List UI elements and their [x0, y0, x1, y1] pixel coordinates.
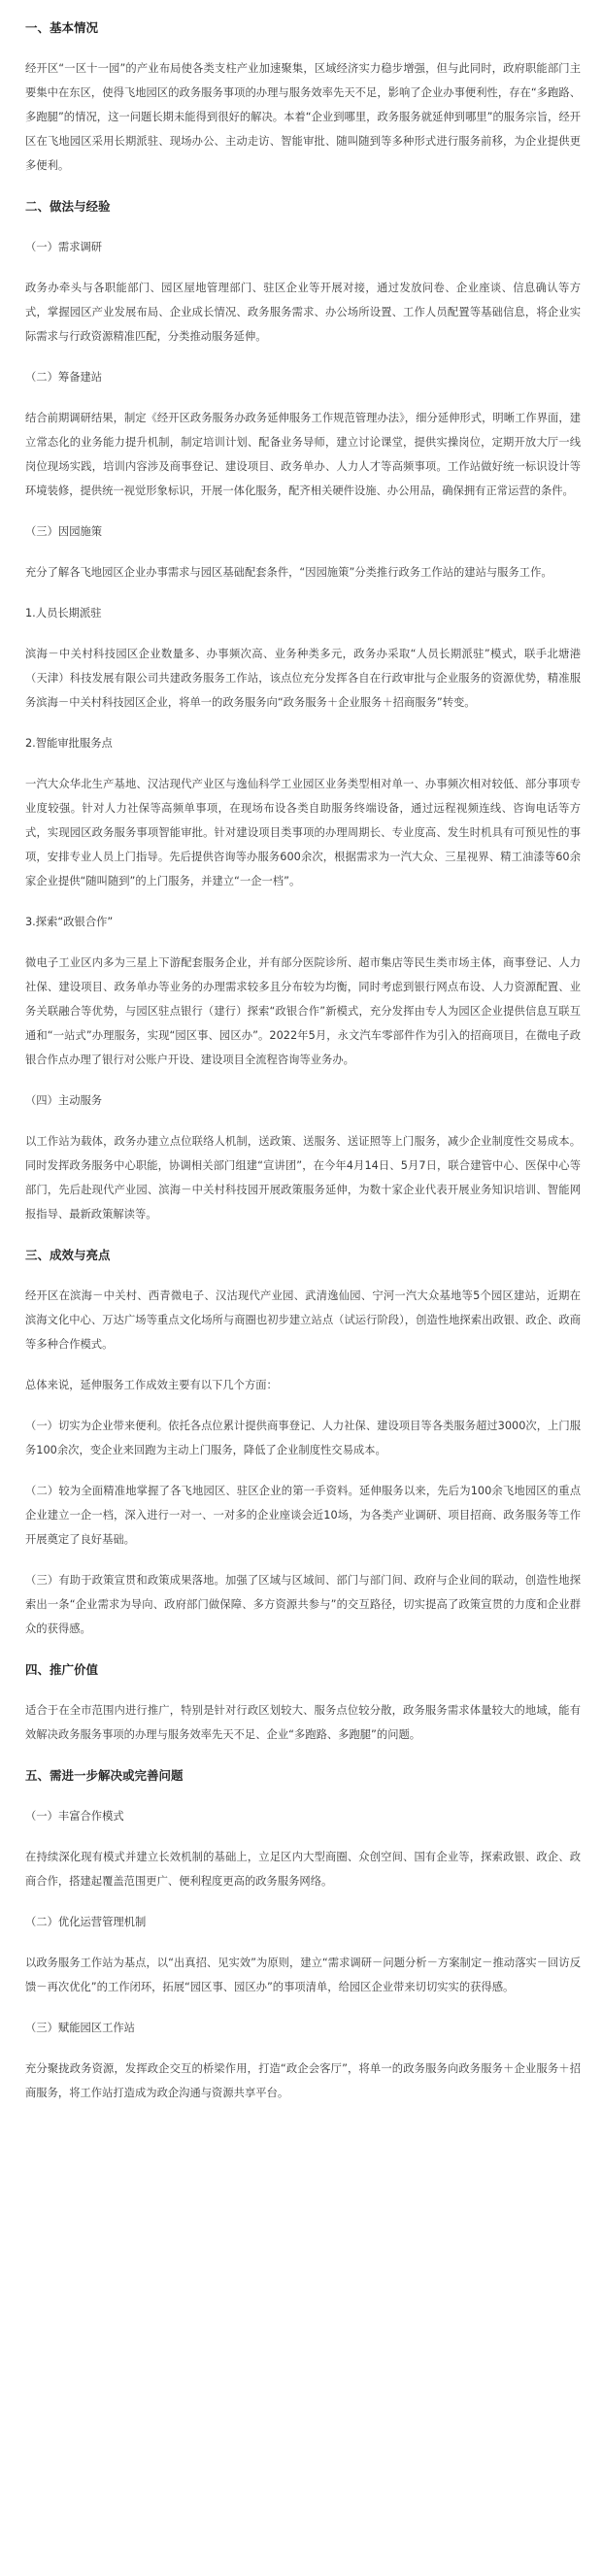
subheading-operation-mechanism: （二）优化运营管理机制: [25, 1916, 147, 1928]
subheading-demand-research: （一）需求调研: [25, 241, 103, 253]
subheading-long-term-staff: 1.人员长期派驻: [25, 607, 102, 619]
paragraph-results-summary: 总体来说，延伸服务工作成效主要有以下几个方面：: [25, 1379, 278, 1391]
paragraph-smart-approval: 一汽大众华北生产基地、汉沽现代产业区与逸仙科学工业园区业务类型相对单一、办事频次相对较低、部分事项专业度较强。针对人力社保等高频单事项，在现场布设各类自助服务终端设备，通过远程视频连线、咨询电话等方式，实现园区政务服务事项智能审批。针对建设项目类事项的办理周期长、专业度高、发生时机具有可预见性的事项，安排专业人员上门指导。先后提供咨询等办服务600余次，根据需求为一汽大众、三星视界、精工油漆等60余家企业提供“随叫随到”的上门服务，并建立“一企一档”。: [25, 778, 581, 887]
subheading-empower-station: （三）赋能园区工作站: [25, 2022, 135, 2034]
subheading-cooperation-mode: （一）丰富合作模式: [25, 1810, 124, 1823]
paragraph-park-policy: 充分了解各飞地园区企业办事需求与园区基础配套条件，“因园施策”分类推行政务工作站的建站与服务工作。: [25, 566, 552, 579]
subheading-cooperation: 3.探索“政银合作”: [25, 916, 114, 928]
paragraph-preparation: 结合前期调研结果，制定《经开区政务服务办政务延伸服务工作规范管理办法》，细分延伸形式，明晰工作界面，建立常态化的业务能力提升机制，制定培训计划、配备业务导师，建立讨论课堂，提供实操岗位，定期开放大厅一线岗位现场实践，培训内容涉及商事登记、建设项目、政务单办、人力人才等高频事项。工作站做好统一标识设计等环境装修，提供统一视觉形象标识，开展一体化服务，配齐相关硬件设施、办公用品，确保拥有正常运营的条件。: [25, 412, 581, 497]
paragraph-proactive-service: 以工作站为载体，政务办建立点位联络人机制，送政策、送服务、送证照等上门服务，减少企业制度性交易成本。同时发挥政务服务中心职能，协调相关部门组建“宣讲团”，在今年4月14日、5月7日，联合建管中心、医保中心等部门，先后赴现代产业园、滨海－中关村科技园开展政策服务延伸，为数十家企业代表开展业务知识培训、智能网报指导、最新政策解读等。: [25, 1135, 581, 1221]
paragraph-result-one: （一）切实为企业带来便利。依托各点位累计提供商事登记、人力社保、建设项目等各类服务超过3000次，上门服务100余次，变企业来回跑为主动上门服务，降低了企业制度性交易成本。: [25, 1420, 581, 1456]
heading-basic-situation: 一、基本情况: [25, 20, 99, 35]
subheading-proactive-service: （四）主动服务: [25, 1094, 103, 1107]
heading-further-issues: 五、需进一步解决或完善问题: [25, 1768, 184, 1783]
paragraph-operation-mechanism: 以政务服务工作站为基点，以“出真招、见实效”为原则，建立“需求调研－问题分析－方案制定－推动落实－回访反馈－再次优化”的工作闭环，拓展“园区事、园区办”的事项清单，给园区企业带来切切实实的获得感。: [25, 1957, 581, 1993]
paragraph-promotion: 适合于在全市范围内进行推广，特别是针对行政区划较大、服务点位较分散，政务服务需求体量较大的地域，能有效解决政务服务事项的办理与服务效率先天不足、企业“多跑路、多跑腿”的问题。: [25, 1704, 581, 1741]
subheading-smart-approval: 2.智能审批服务点: [25, 737, 113, 750]
heading-practice-experience: 二、做法与经验: [25, 199, 111, 214]
paragraph-result-two: （二）较为全面精准地掌握了各飞地园区、驻区企业的第一手资料。延伸服务以来，先后为100余飞地园区的重点企业建立一企一档，深入进行一对一、一对多的企业座谈会近10场，为各类产业调研、项目招商、政务服务等工作开展奠定了良好基础。: [25, 1485, 581, 1546]
paragraph-long-term-staff: 滨海－中关村科技园区企业数量多、办事频次高、业务种类多元，政务办采取“人员长期派驻”模式，联手北塘港（天津）科技发展有限公司共建政务服务工作站，该点位充分发挥各自在行政审批与企业服务的资源优势，精准服务滨海－中关村科技园区企业，将单一的政务服务向“政务服务＋企业服务＋招商服务”转变。: [25, 648, 581, 709]
paragraph-cooperation-mode: 在持续深化现有模式并建立长效机制的基础上，立足区内大型商圈、众创空间、国有企业等，探索政银、政企、政商合作，搭建起覆盖范围更广、便利程度更高的政务服务网络。: [25, 1851, 581, 1888]
paragraph-basic-situation: 经开区“一区十一园”的产业布局使各类支柱产业加速聚集，区域经济实力稳步增强，但与此同时，政府职能部门主要集中在东区，使得飞地园区的政务服务事项的办理与服务效率先天不足，影响了企业办事便利性，存在“多跑路、多跑腿”的情况，这一问题长期未能得到很好的解决。本着“企业到哪里，政务服务就延伸到哪里”的服务宗旨，经开区在飞地园区采用长期派驻、现场办公、主动走访、智能审批、随叫随到等多种形式进行服务前移，为企业提供更多便利。: [25, 62, 581, 172]
heading-results: 三、成效与亮点: [25, 1248, 111, 1262]
heading-promotion: 四、推广价值: [25, 1662, 99, 1677]
paragraph-empower-station: 充分聚拢政务资源，发挥政企交互的桥梁作用，打造“政企会客厅”，将单一的政务服务向政务服务＋企业服务＋招商服务，将工作站打造成为政企沟通与资源共享平台。: [25, 2062, 581, 2099]
paragraph-result-three: （三）有助于政策宣贯和政策成果落地。加强了区域与区域间、部门与部门间、政府与企业间的联动，创造性地探索出一条“企业需求为导向、政府部门做保障、多方资源共参与”的交互路径，切实提高了政策宣贯的力度和企业群众的获得感。: [25, 1574, 581, 1635]
paragraph-demand-research: 政务办牵头与各职能部门、园区屋地管理部门、驻区企业等开展对接，通过发放问卷、企业座谈、信息确认等方式，掌握园区产业发展布局、企业成长情况、政务服务需求、办公场所设置、工作人员配置等基础信息，将企业实际需求与行政资源精准匹配，分类推动服务延伸。: [25, 282, 581, 343]
paragraph-results-intro: 经开区在滨海－中关村、西青微电子、汉沽现代产业园、武清逸仙园、宁河一汽大众基地等5个园区建站，近期在滨海文化中心、万达广场等重点文化场所与商圈也初步建立站点（试运行阶段），创造性地探索出政银、政企、政商等多种合作模式。: [25, 1289, 581, 1351]
subheading-preparation: （二）筹备建站: [25, 371, 103, 384]
paragraph-cooperation: 微电子工业区内多为三星上下游配套服务企业，并有部分医院诊所、超市集店等民生类市场主体，商事登记、人力社保、建设项目、政务单办等业务的办理需求较多且分布较为均衡，同时考虑到银行网点布设、人力资源配置、业务关联融合等优势，与园区驻点银行（建行）探索“政银合作”新模式，充分发挥由专人为园区企业提供信息互联互通和“一站式”办理服务，实现“园区事、园区办”。2022年5月，永文汽车零部件作为引入的招商项目，在微电子政银合作点办理了银行对公账户开设、建设项目全流程咨询等业务办。: [25, 956, 581, 1066]
subheading-park-policy: （三）因园施策: [25, 525, 103, 538]
